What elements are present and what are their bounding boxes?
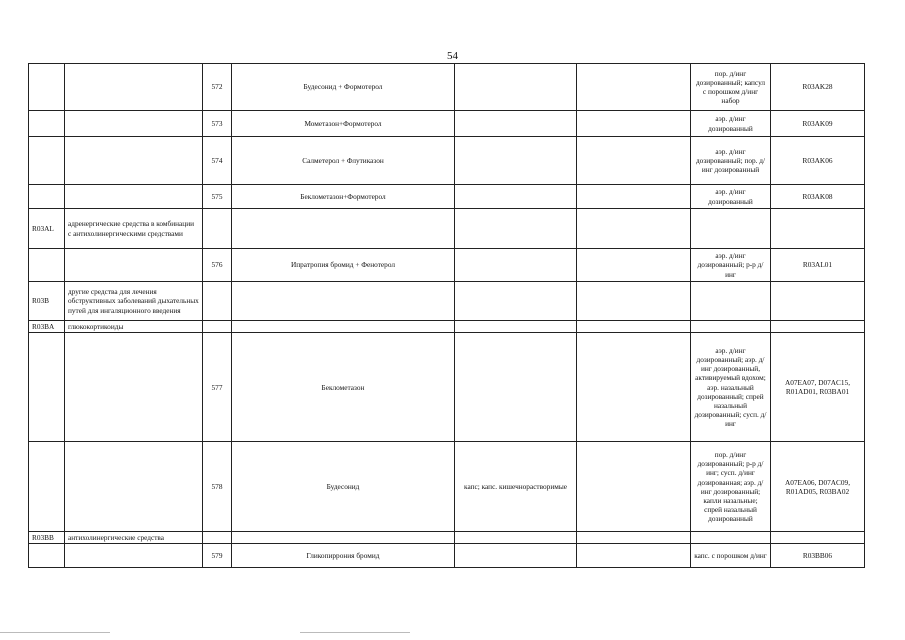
table-row [29,209,865,249]
release-form: пор. д/инг дозированный; р-р д/инг; сусп. д/инг дозированная; аэр. д/инг дозированный; капли назальные; спрей назальный дозированный [691,442,771,532]
row-number: 573 [203,111,232,137]
atc-group-code: R03B [29,282,65,321]
release-form [691,282,771,321]
blank-cell [577,442,691,532]
table-row [29,321,865,333]
blank-cell [577,185,691,209]
row-number: 578 [203,442,232,532]
atc-code: A07EA07, D07AC15, R01AD01, R03BA01 [771,333,865,442]
table-row [29,137,865,185]
table-row [29,544,865,568]
release-form: капс. с порошком д/инг [691,544,771,568]
atc-group-name [65,333,203,442]
atc-group-code [29,137,65,185]
atc-group-name: адренергические средства в комбинации с антихолинергическими средствами [65,209,203,249]
release-form [691,532,771,544]
atc-group-name [65,249,203,282]
table-row [29,249,865,282]
atc-code: R03AK08 [771,185,865,209]
row-number: 572 [203,64,232,111]
dosage-form [455,532,577,544]
release-form: аэр. д/инг дозированный; аэр. д/инг дозированный, активируемый вдохом; аэр. назальный дозированный; спрей назальный дозированный; сусп. д/инг [691,333,771,442]
atc-group-name: глюкокортикоиды [65,321,203,333]
row-number: 574 [203,137,232,185]
atc-code: R03AK09 [771,111,865,137]
blank-cell [577,209,691,249]
drug-inn: Гликопиррония бромид [232,544,455,568]
atc-code [771,282,865,321]
release-form: аэр. д/инг дозированный; пор. д/инг дозированный [691,137,771,185]
drug-inn: Беклометазон [232,333,455,442]
drug-inn: Мометазон+Формотерол [232,111,455,137]
row-number: 576 [203,249,232,282]
release-form: аэр. д/инг дозированный [691,185,771,209]
drug-inn [232,321,455,333]
atc-group-code [29,442,65,532]
drug-inn [232,282,455,321]
dosage-form: капс; капс. кишечнорастворимые [455,442,577,532]
dosage-form [455,137,577,185]
row-number: 577 [203,333,232,442]
blank-cell [577,137,691,185]
blank-cell [577,333,691,442]
table-row [29,442,865,532]
row-number [203,532,232,544]
dosage-form [455,64,577,111]
atc-group-code [29,333,65,442]
blank-cell [577,111,691,137]
atc-group-code: R03BA [29,321,65,333]
atc-code: A07EA06, D07AC09, R01AD05, R03BA02 [771,442,865,532]
dosage-form [455,209,577,249]
atc-group-name: другие средства для лечения обструктивных заболеваний дыхательных путей для ингаляционного введения [65,282,203,321]
scan-artifact-line [0,632,110,633]
atc-group-code: R03BB [29,532,65,544]
table-row [29,111,865,137]
table-row [29,185,865,209]
blank-cell [577,249,691,282]
drug-inn: Салметерол + Флутиказон [232,137,455,185]
atc-code [771,209,865,249]
release-form [691,321,771,333]
row-number [203,209,232,249]
table-row [29,282,865,321]
atc-group-name: антихолинергические средства [65,532,203,544]
dosage-form [455,282,577,321]
atc-code [771,532,865,544]
atc-group-code [29,64,65,111]
release-form: аэр. д/инг дозированный; р-р д/инг [691,249,771,282]
dosage-form [455,321,577,333]
atc-group-name [65,64,203,111]
blank-cell [577,321,691,333]
atc-group-name [65,544,203,568]
row-number [203,321,232,333]
atc-code: R03AL01 [771,249,865,282]
release-form [691,209,771,249]
atc-group-code [29,249,65,282]
page-number: 54 [447,50,458,62]
blank-cell [577,532,691,544]
atc-group-code [29,185,65,209]
atc-group-name [65,111,203,137]
atc-group-code [29,544,65,568]
atc-group-name [65,442,203,532]
table-row [29,532,865,544]
dosage-form [455,185,577,209]
atc-group-name [65,185,203,209]
drug-table [28,63,865,568]
dosage-form [455,544,577,568]
atc-code [771,321,865,333]
drug-inn: Ипратропия бромид + Фенотерол [232,249,455,282]
drug-inn: Будесонид + Формотерол [232,64,455,111]
atc-code: R03AK28 [771,64,865,111]
atc-group-code: R03AL [29,209,65,249]
scan-artifact-line [300,632,410,633]
row-number: 579 [203,544,232,568]
atc-group-name [65,137,203,185]
blank-cell [577,282,691,321]
release-form: пор. д/инг дозированный; капсул с порошком д/инг набор [691,64,771,111]
release-form: аэр. д/инг дозированный [691,111,771,137]
row-number: 575 [203,185,232,209]
drug-inn: Беклометазон+Формотерол [232,185,455,209]
table-row [29,333,865,442]
atc-code: R03BB06 [771,544,865,568]
atc-group-code [29,111,65,137]
table-row [29,64,865,111]
dosage-form [455,333,577,442]
drug-inn [232,532,455,544]
blank-cell [577,544,691,568]
blank-cell [577,64,691,111]
atc-code: R03AK06 [771,137,865,185]
row-number [203,282,232,321]
drug-inn [232,209,455,249]
dosage-form [455,249,577,282]
dosage-form [455,111,577,137]
drug-inn: Будесонид [232,442,455,532]
